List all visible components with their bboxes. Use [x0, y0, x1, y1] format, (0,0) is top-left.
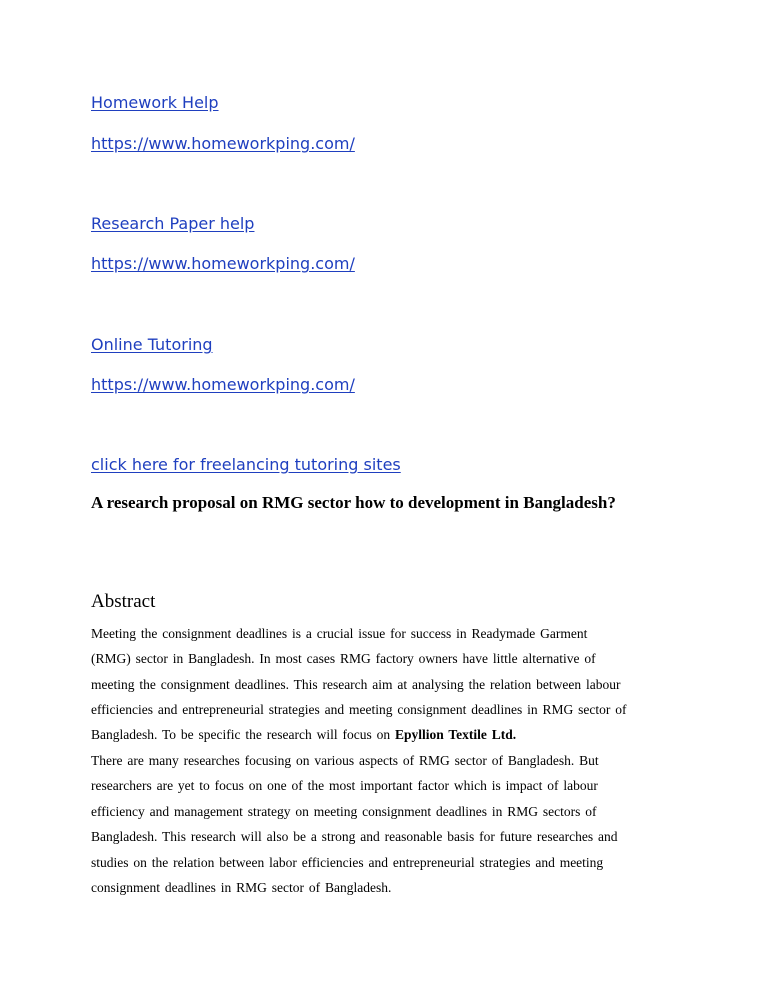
research-paper-help-url-link[interactable]: https://www.homeworkping.com/: [91, 254, 355, 273]
abstract-line: efficiency and management strategy on meeting consignment deadlines in RMG sectors of: [91, 804, 597, 819]
abstract-line: There are many researches focusing on various aspects of RMG sector of Bangladesh. But: [91, 753, 599, 768]
abstract-line: efficiencies and entrepreneurial strategies and meeting consignment deadlines in RMG sector of: [91, 702, 627, 717]
abstract-line-text: Bangladesh. To be specific the research will focus on: [91, 727, 395, 742]
abstract-line: researchers are yet to focus on one of the most important factor which is impact of labour: [91, 778, 598, 793]
online-tutoring-url-link[interactable]: https://www.homeworkping.com/: [91, 375, 355, 394]
abstract-line: Bangladesh. This research will also be a strong and reasonable basis for future researches and: [91, 829, 618, 844]
abstract-line: meeting the consignment deadlines. This research aim at analysing the relation between labour: [91, 677, 621, 692]
company-name: Epyllion Textile Ltd.: [394, 727, 517, 742]
abstract-line: studies on the relation between labor efficiencies and entrepreneurial strategies and meeting: [91, 855, 604, 870]
abstract-title: Abstract: [91, 591, 156, 612]
abstract-line: (RMG) sector in Bangladesh. In most cases RMG factory owners have little alternative of: [91, 651, 596, 666]
homework-help-url-link[interactable]: https://www.homeworkping.com/: [91, 134, 355, 153]
freelancing-tutoring-sites-link[interactable]: click here for freelancing tutoring sites: [91, 455, 401, 474]
abstract-line: Meeting the consignment deadlines is a crucial issue for success in Readymade Garment: [91, 626, 588, 641]
research-paper-help-link[interactable]: Research Paper help: [91, 214, 255, 233]
proposal-heading: A research proposal on RMG sector how to development in Bangladesh?: [91, 493, 616, 512]
abstract-line: [91, 727, 516, 743]
online-tutoring-link[interactable]: Online Tutoring: [91, 335, 213, 354]
abstract-line: consignment deadlines in RMG sector of Bangladesh.: [91, 880, 392, 895]
homework-help-link[interactable]: Homework Help: [91, 93, 219, 112]
